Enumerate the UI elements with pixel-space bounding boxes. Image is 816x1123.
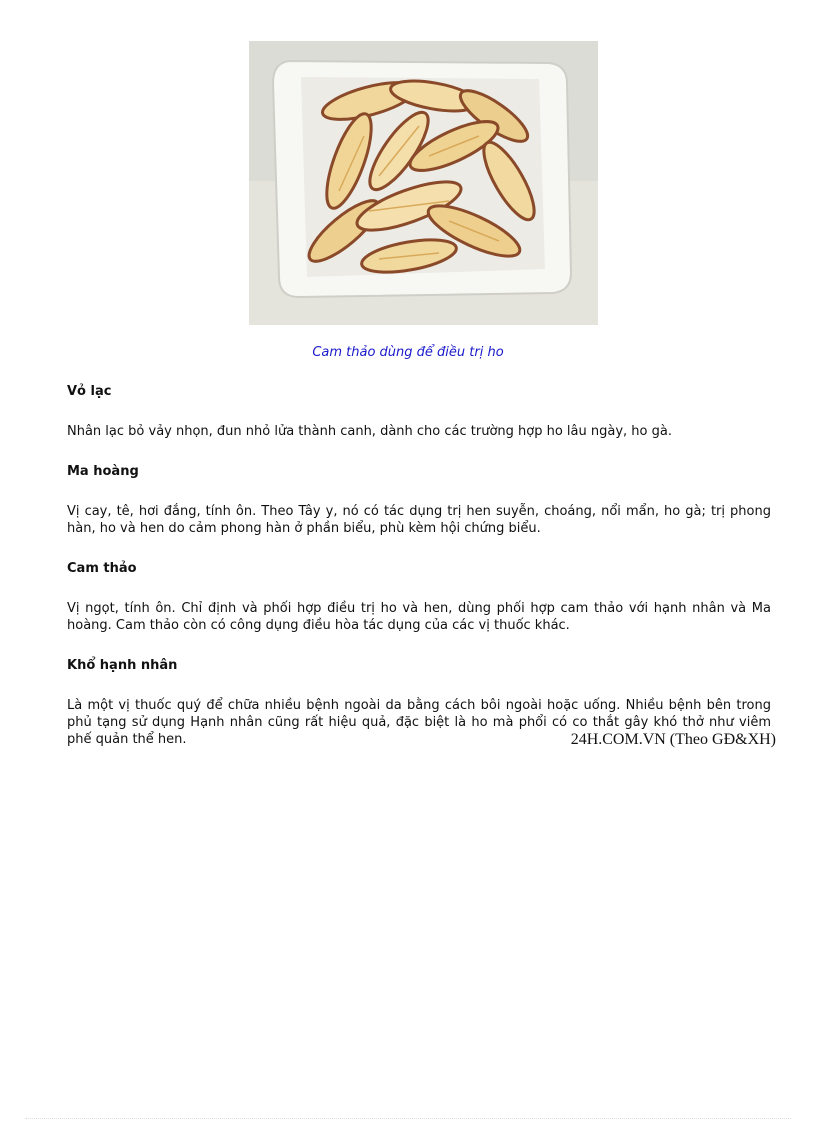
page-bottom-divider (25, 1118, 791, 1119)
article-body (67, 383, 771, 748)
licorice-photo (249, 41, 598, 325)
section-heading: Cam thảo (67, 561, 137, 576)
section-heading: Vỏ lạc (67, 384, 112, 399)
section-paragraph: Vị ngọt, tính ôn. Chỉ định và phối hợp điều trị ho và hen, dùng phối hợp cam thảo với hạnh nhân và Ma hoàng. Cam thảo còn có công dụng điều hòa tác dụng của các vị thuốc khác. (67, 601, 771, 633)
section-vo-lac (67, 383, 771, 440)
section-paragraph: Vị cay, tê, hơi đắng, tính ôn. Theo Tây y, nó có tác dụng trị hen suyễn, choáng, nổi mẩn, ho gà; trị phong hàn, ho và hen do cảm phong hàn ở phần biểu, phù kèm hội chứng biểu. (67, 504, 771, 536)
source-credit: 24H.COM.VN (Theo GĐ&XH) (570, 731, 776, 748)
section-heading: Khổ hạnh nhân (67, 658, 178, 673)
section-ma-hoang (67, 463, 771, 537)
section-heading: Ma hoàng (67, 464, 139, 479)
section-paragraph: Là một vị thuốc quý để chữa nhiều bệnh ngoài da bằng cách bôi ngoài hoặc uống. Nhiều bệnh bên trong phủ tạng sử dụng Hạnh nhân cũng rất hiệu quả, đặc biệt là ho mà phổi có co thắt gây khó thở như viêm phế quản thể hen. (67, 698, 771, 747)
image-caption: Cam thảo dùng để điều trị ho (312, 345, 504, 360)
section-cam-thao (67, 560, 771, 634)
section-paragraph: Nhân lạc bỏ vảy nhọn, đun nhỏ lửa thành canh, dành cho các trường hợp ho lâu ngày, ho gà. (67, 424, 672, 439)
